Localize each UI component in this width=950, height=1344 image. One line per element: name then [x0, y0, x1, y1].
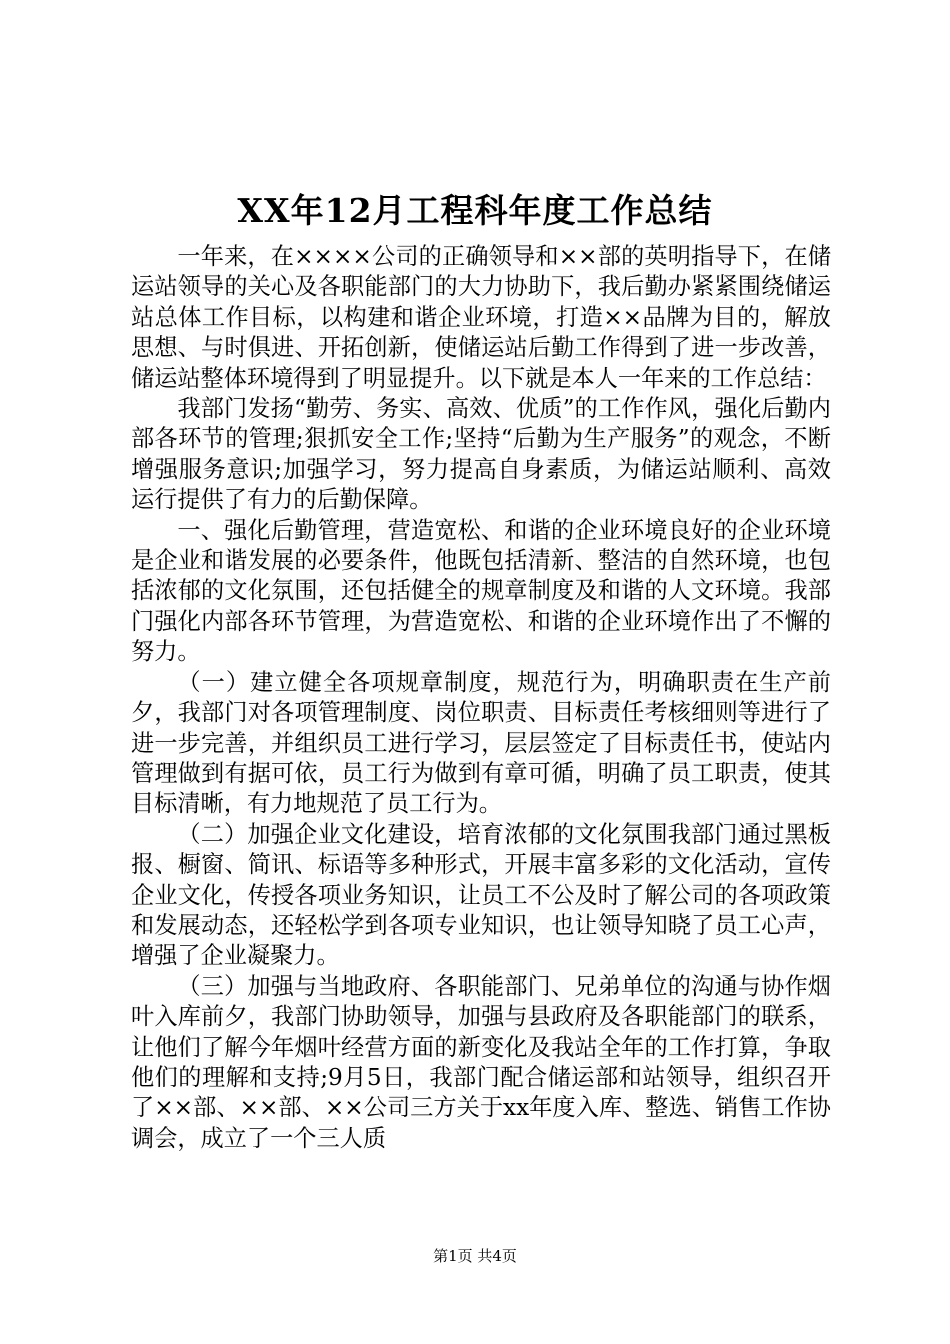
document-title: XX年12月工程科年度工作总结 [237, 191, 713, 230]
paragraph-intro: 一年来，在××××公司的正确领导和××部的英明指导下，在储运站领导的关心及各职能部门的大力协助下，我后勤办紧紧围绕储运站总体工作目标，以构建和谐企业环境，打造××品牌为目的，解放思想、与时俱进、开拓创新，使储运站后勤工作得到了进一步改善，储运站整体环境得到了明显提升。以下就是本人一年来的工作总结： [131, 243, 831, 392]
paragraph-subsection-2: （二）加强企业文化建设，培育浓郁的文化氛围我部门通过黑板报、橱窗、简讯、标语等多种形式，开展丰富多彩的文化活动，宣传企业文化，传授各项业务知识，让员工不公及时了解公司的各项政策和发展动态，还轻松学到各项专业知识，也让领导知晓了员工心声，增强了企业凝聚力。 [131, 820, 831, 970]
document-body [131, 242, 831, 1154]
paragraph-subsection-3: （三）加强与当地政府、各职能部门、兄弟单位的沟通与协作烟叶入库前夕，我部门协助领导，加强与县政府及各职能部门的联系，让他们了解今年烟叶经营方面的新变化及我站全年的工作打算，争取他们的理解和支持;9月5日，我部门配合储运部和站领导，组织召开了××部、××部、××公司三方关于xx年度入库、整选、销售工作协调会，成立了一个三人质 [131, 972, 831, 1152]
paragraph-work-style: 我部门发扬“勤劳、务实、高效、优质”的工作作风，强化后勤内部各环节的管理;狠抓安全工作;坚持“后勤为生产服务”的观念，不断增强服务意识;加强学习，努力提高自身素质，为储运站顺利、高效运行提供了有力的后勤保障。 [131, 395, 831, 514]
page-number-footer: 第1页 共4页 [433, 1247, 517, 1265]
paragraph-section-1: 一、强化后勤管理，营造宽松、和谐的企业环境良好的企业环境是企业和谐发展的必要条件，他既包括清新、整洁的自然环境，也包括浓郁的文化氛围，还包括健全的规章制度及和谐的人文环境。我部门强化内部各环节管理，为营造宽松、和谐的企业环境作出了不懈的努力。 [131, 516, 831, 666]
paragraph-subsection-1: （一）建立健全各项规章制度，规范行为，明确职责在生产前夕，我部门对各项管理制度、岗位职责、目标责任考核细则等进行了进一步完善，并组织员工进行学习，层层签定了目标责任书，使站内管理做到有据可依，员工行为做到有章可循，明确了员工职责，使其目标清晰，有力地规范了员工行为。 [131, 668, 831, 818]
